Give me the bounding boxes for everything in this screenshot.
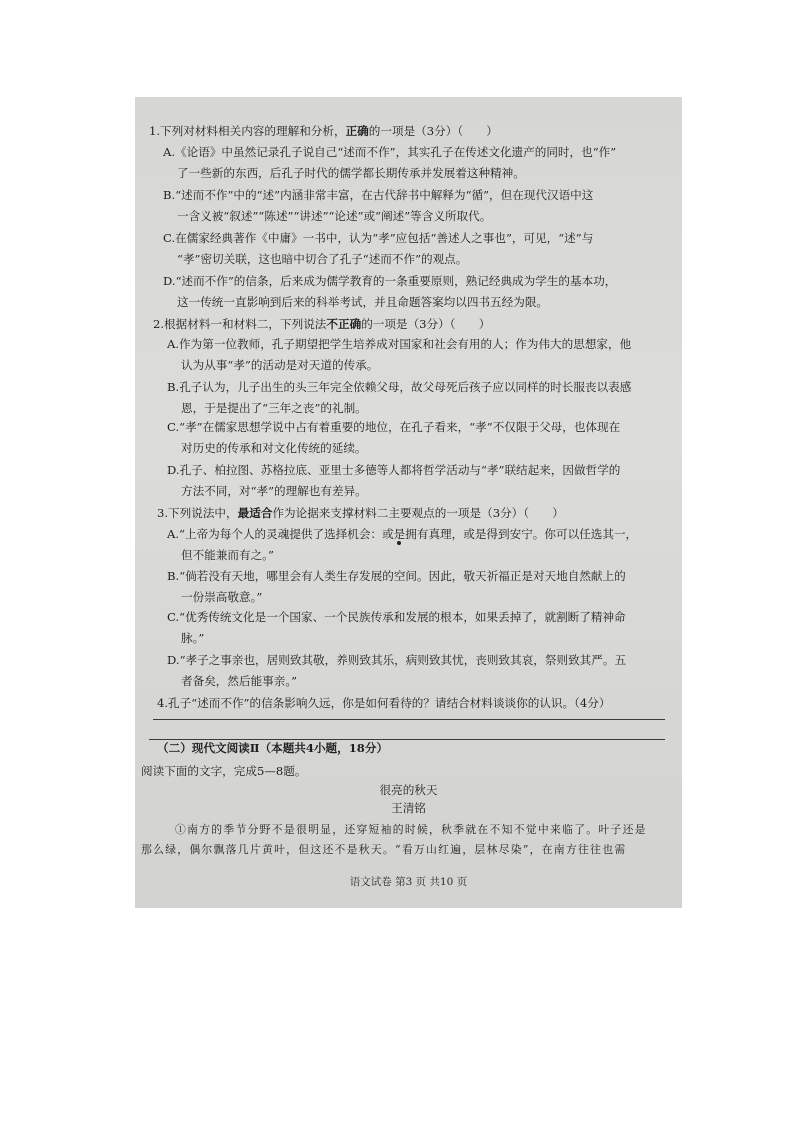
q3-option-a-line1: A.“上帝为每个人的灵魂提供了选择机会：或是拥有真理，或是得到安宁。你可以任选其一， <box>167 527 638 541</box>
q1-option-a-line2: 了一些新的东西，后孔子时代的儒学都长期传承并发展着这种精神。 <box>177 166 525 180</box>
q3-option-d-line2: 者备矣，然后能事亲。” <box>181 674 298 688</box>
q3-option-a-line2: 但不能兼而有之。” <box>181 548 274 562</box>
article-para1-line2: 那么绿，偶尔飘落几片黄叶，但这还不是秋天。“看万山红遍，层林尽染”，在南方往往也需 <box>141 843 627 856</box>
q1-stem-post: 的一项是（3分）（ ） <box>368 124 498 138</box>
q3-option-c-line1: C.“优秀传统文化是一个国家、一个民族传承和发展的根本，如果丢掉了，就割断了精神命 <box>167 610 626 624</box>
q1-stem <box>149 124 498 139</box>
q1-option-c-line1: C.在儒家经典著作《中庸》一书中，认为“孝”应包括“善述人之事也”，可见，“述”与 <box>163 231 594 245</box>
q2-option-a-line2: 认为从事“孝”的活动是对天道的传承。 <box>181 358 379 372</box>
q2-option-b-line2: 恩，于是提出了“三年之丧”的礼制。 <box>181 401 367 415</box>
answer-line-1 <box>153 719 665 720</box>
q3-stem-post: 作为论据来支撑材料二主要观点的一项是（3分）（ ） <box>272 506 564 520</box>
q2-option-c-line2: 对历史的传承和对文化传统的延续。 <box>181 441 367 455</box>
q1-stem-pre: 1.下列对材料相关内容的理解和分析， <box>149 124 346 138</box>
q3-option-c-line2: 脉。” <box>181 631 205 645</box>
section2-header: （二）现代文阅读Ⅱ（本题共4小题，18分） <box>157 741 389 755</box>
q3-option-d-line1: D.“孝子之事亲也，居则致其敬，养则致其乐，病则致其忧，丧则致其哀，祭则致其严。五 <box>167 653 627 667</box>
article-title: 很亮的秋天 <box>379 783 438 797</box>
article-para1-line1: ①南方的季节分野不是很明显，还穿短袖的时候，秋季就在不知不觉中来临了。叶子还是 <box>175 823 647 836</box>
q2-option-a-line1: A.作为第一位教师，孔子期望把学生培养成对国家和社会有用的人；作为伟大的思想家，他 <box>167 337 632 351</box>
q4-stem: 4.孔子“述而不作”的信条影响久远，你是如何看待的？请结合材料谈谈你的认识。（4分） <box>157 696 611 710</box>
q3-stem <box>157 506 564 521</box>
q2-stem-post: 的一项是（3分）（ ） <box>361 317 491 331</box>
q1-option-b-line2: 一含义被“叙述”“陈述”“讲述”“论述”或“阐述”等含义所取代。 <box>177 209 492 223</box>
article-author: 王清铭 <box>391 801 426 815</box>
q2-stem-emphasis: 不正确 <box>326 317 362 331</box>
q2-option-b-line1: B.孔子认为，儿子出生的头三年完全依赖父母，故父母死后孩子应以同样的时长服丧以表感 <box>167 380 632 394</box>
q3-stem-pre: 3.下列说法中， <box>157 506 238 520</box>
q1-option-c-line2: “孝”密切关联，这也暗中切合了孔子“述而不作”的观点。 <box>177 252 468 266</box>
q3-stem-emphasis: 最适合 <box>237 506 273 520</box>
q1-option-b-line1: B.“述而不作”中的“述”内涵非常丰富，在古代辞书中解释为“循”，但在现代汉语中这 <box>163 188 594 202</box>
q3-option-b-line2: 一份崇高敬意。” <box>181 590 263 604</box>
q2-stem <box>153 317 490 332</box>
q1-option-d-line2: 这一传统一直影响到后来的科举考试，并且命题答案均以四书五经为限。 <box>177 295 549 309</box>
q1-stem-emphasis: 正确 <box>345 124 369 138</box>
q2-stem-pre: 2.根据材料一和材料二，下列说法 <box>153 317 327 331</box>
q1-option-d-line1: D.“述而不作”的信条，后来成为儒学教育的一条重要原则，熟记经典成为学生的基本功， <box>163 274 617 288</box>
q2-option-c-line1: C.“孝”在儒家思想学说中占有着重要的地位，在孔子看来，“孝”不仅限于父母，也体现在 <box>167 420 621 434</box>
q3-option-b-line1: B.“倘若没有天地，哪里会有人类生存发展的空间。因此，敬天祈福正是对天地自然献上的 <box>167 569 626 583</box>
q2-option-d-line2: 方法不同，对“孝”的理解也有差异。 <box>181 484 367 498</box>
q2-option-d-line1: D.孔子、柏拉图、苏格拉底、亚里士多德等人都将哲学活动与“孝”联结起来，因做哲学的 <box>167 463 621 477</box>
answer-line-2 <box>149 739 665 740</box>
page-footer: 语文试卷 第3 页 共10 页 <box>349 876 468 888</box>
ink-speck <box>397 541 401 545</box>
section2-instruction: 阅读下面的文字，完成5—8题。 <box>141 764 307 778</box>
q1-option-a-line1: A.《论语》中虽然记录孔子说自己“述而不作”，其实孔子在传述文化遗产的同时，也“作” <box>163 145 617 159</box>
exam-page <box>135 97 682 908</box>
